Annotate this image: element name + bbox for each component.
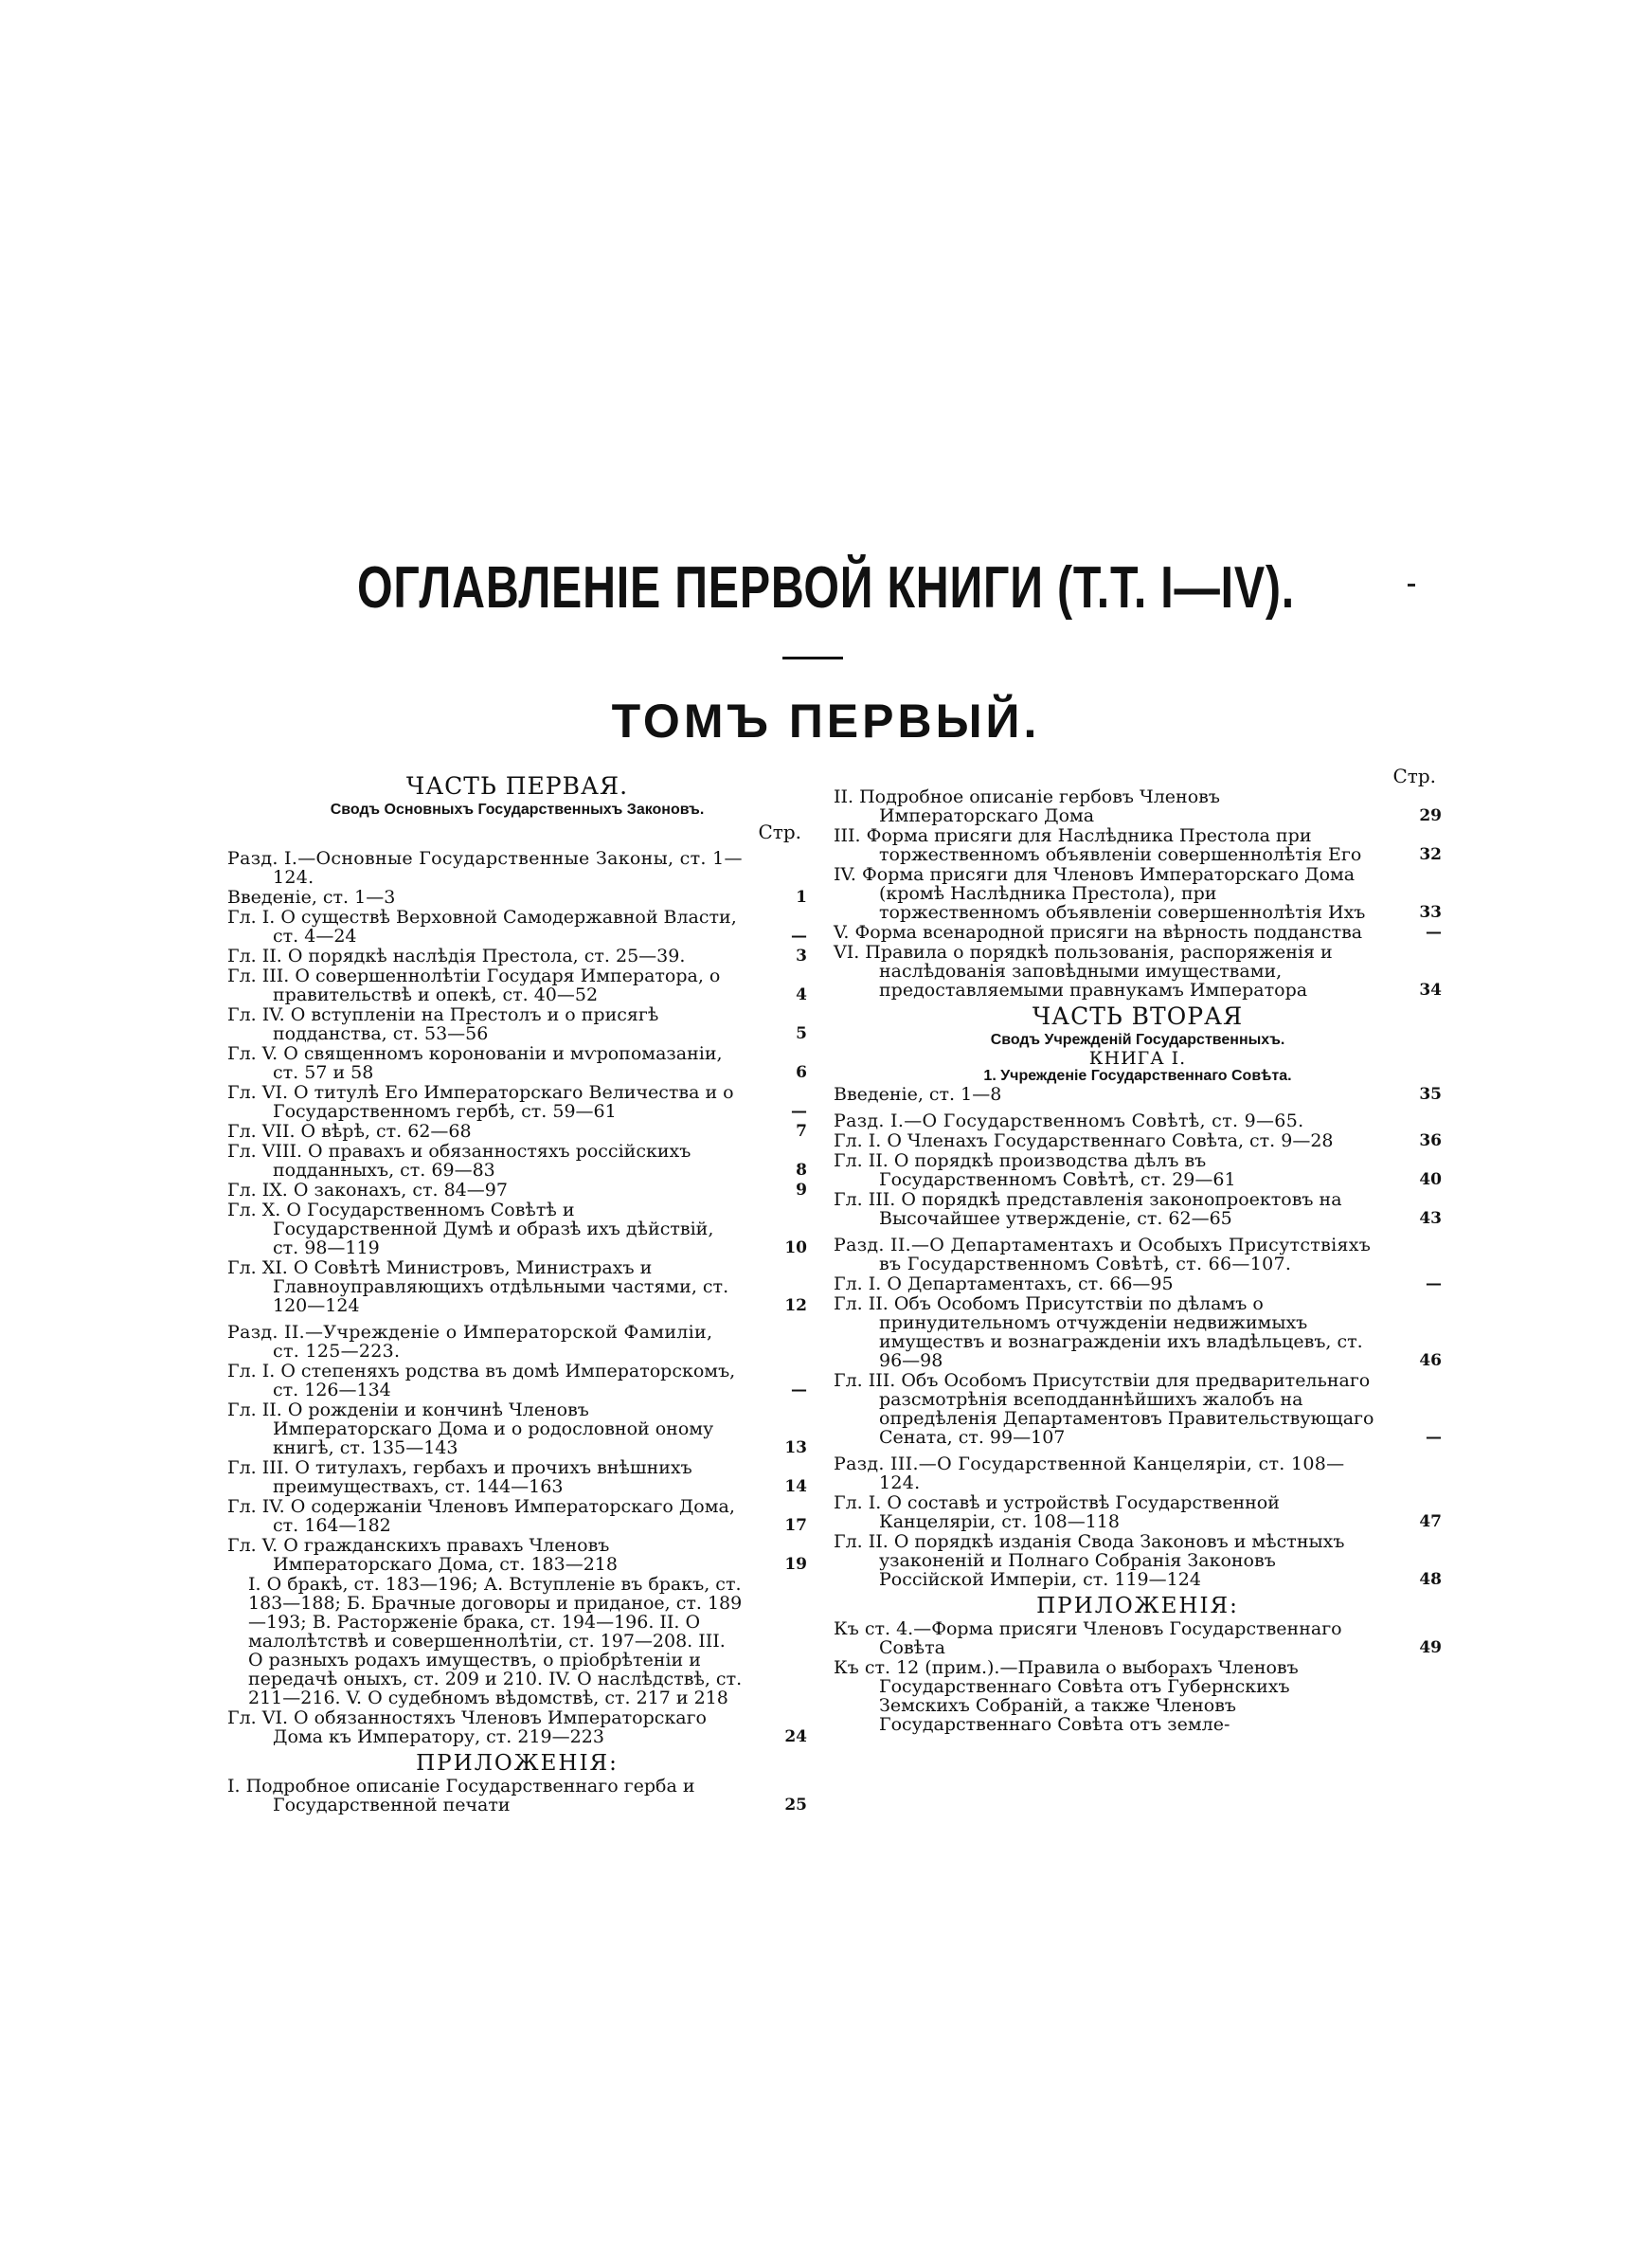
toc-page-number: 8 <box>796 1161 807 1180</box>
toc-page-number: — <box>1426 1428 1442 1447</box>
toc-entry-text: Гл. VI. О титулѣ Его Императорскаго Величества и о Государственномъ гербѣ, ст. 59—61 <box>227 1082 734 1122</box>
toc-page-number: 29 <box>1419 806 1442 825</box>
toc-entry-text: Гл. V. О священномъ коронованіи и мѵропомазаніи, ст. 57 и 58 <box>227 1043 723 1083</box>
toc-entry <box>834 826 1442 864</box>
toc-entry <box>834 865 1442 922</box>
toc-entry-text: Гл. IV. О вступленіи на Престолъ и о присягѣ подданства, ст. 53—56 <box>227 1004 659 1044</box>
toc-page-number: 13 <box>784 1438 807 1457</box>
toc-entry <box>227 1181 807 1200</box>
toc-page-number: 36 <box>1419 1131 1442 1150</box>
toc-page-number: 40 <box>1419 1170 1442 1189</box>
toc-entry-text: Гл. V. О гражданскихъ правахъ Членовъ Императорскаго Дома, ст. 183—218 <box>227 1535 618 1575</box>
part-subtitle: Сводъ Основныхъ Государственныхъ Законовъ. <box>330 802 705 818</box>
toc-entry <box>227 1122 807 1141</box>
right-column <box>834 763 1442 1735</box>
book-subtitle: 1. Учрежденіе Государственнаго Совѣта. <box>983 1068 1292 1084</box>
toc-entry <box>227 1005 807 1043</box>
toc-page-number: 12 <box>784 1296 807 1315</box>
part-title: ЧАСТЬ ВТОРАЯ <box>1032 1002 1244 1030</box>
toc-entry <box>834 1131 1442 1150</box>
page-column-header: Стр. <box>758 821 801 843</box>
toc-page-number: 46 <box>1419 1351 1442 1370</box>
part-subtitle: Сводъ Учрежденій Государственныхъ. <box>990 1032 1285 1048</box>
toc-entry-text: Гл. III. О совершеннолѣтіи Государя Императора, о правительствѣ и опекѣ, ст. 40—52 <box>227 966 721 1005</box>
toc-entry-text: Введеніе, ст. 1—3 <box>227 887 396 908</box>
appendix-title: ПРИЛОЖЕНІЯ: <box>1036 1594 1239 1618</box>
toc-entry-text: Разд. III.—О Государственной Канцеляріи, ст. 108—124. <box>834 1454 1345 1493</box>
toc-entry <box>227 966 807 1004</box>
toc-entry-text: Разд. I.—Основные Государственные Законы, ст. 1—124. <box>227 848 743 888</box>
toc-entry <box>227 1575 807 1707</box>
toc-page-number: 6 <box>796 1063 807 1082</box>
toc-entry-text: Къ ст. 4.—Форма присяги Членовъ Государственнаго Совѣта <box>834 1618 1342 1658</box>
toc-section <box>834 1111 1442 1130</box>
toc-entry-text: Гл. III. Объ Особомъ Присутствіи для предварительнаго разсмотрѣнія всеподданнѣйшихъ жалобъ на опредѣленія Департаментовъ Правительствующаго Сената, ст. 99—107 <box>834 1370 1374 1448</box>
toc-entry <box>834 1151 1442 1189</box>
toc-entry <box>227 1258 807 1315</box>
toc-entry-text: Гл. II. О порядкѣ изданія Свода Законовъ и мѣстныхъ узаконеній и Полнаго Собранія Законовъ Россійской Имперіи, ст. 119—124 <box>834 1531 1345 1590</box>
book-title: КНИГА I. <box>1088 1048 1187 1069</box>
toc-entry <box>834 1493 1442 1531</box>
toc-entry-text: Гл. XI. О Совѣтѣ Министровъ, Министрахъ и Главноуправляющихъ отдѣльными частями, ст. 120—124 <box>227 1257 729 1316</box>
toc-entry <box>227 1708 807 1746</box>
toc-entry-text: I. О бракѣ, ст. 183—196; А. Вступленіе въ бракъ, ст. 183—188; Б. Брачные договоры и приданое, ст. 189—193; В. Расторженіе брака, ст. 194—196. II. О малолѣтствѣ и совершеннолѣтіи, ст. 197—208. III. О разныхъ родахъ имуществъ, о пріобрѣтеніи и передачѣ оныхъ, ст. 209 и 210. IV. О наслѣдствѣ, ст. 211—216. V. О судебномъ вѣдомствѣ, ст. 217 и 218 <box>248 1574 743 1708</box>
toc-entry <box>834 1371 1442 1447</box>
toc-entry-text: Гл. II. О порядкѣ наслѣдія Престола, ст. 25—39. <box>227 946 686 966</box>
toc-section <box>834 1454 1442 1492</box>
toc-entry-text: Разд. II.—Учрежденіе о Императорской Фамиліи, ст. 125—223. <box>227 1322 713 1362</box>
toc-page-number: 14 <box>784 1477 807 1496</box>
toc-entry <box>834 1274 1442 1293</box>
toc-page-number: 1 <box>796 888 807 907</box>
toc-page-number: 49 <box>1419 1638 1442 1657</box>
toc-page-number: — <box>791 1381 807 1399</box>
appendix-list <box>227 1777 807 1815</box>
toc-entry-text: I. Подробное описаніе Государственнаго герба и Государственной печати <box>227 1776 695 1815</box>
toc-entry-text: Гл. VII. О вѣрѣ, ст. 62—68 <box>227 1121 472 1142</box>
toc-entry-text: Разд. II.—О Департаментахъ и Особыхъ Присутствіяхъ въ Государственномъ Совѣтѣ, ст. 66—107. <box>834 1235 1372 1274</box>
toc-entry <box>227 1362 807 1399</box>
toc-entry <box>834 1085 1442 1104</box>
toc-entry <box>227 1536 807 1574</box>
toc-entry <box>227 1458 807 1496</box>
appendix-list <box>834 787 1442 1000</box>
toc-entry <box>834 1532 1442 1589</box>
toc-page-number: 17 <box>784 1516 807 1535</box>
scan-mark <box>1408 584 1415 587</box>
toc-entry-text: II. Подробное описаніе гербовъ Членовъ Императорскаго Дома <box>834 786 1220 826</box>
toc-entry <box>227 1142 807 1180</box>
toc-page-number: 3 <box>796 947 807 966</box>
toc-entry <box>227 1400 807 1457</box>
toc-entry-text: Введеніе, ст. 1—8 <box>834 1084 1002 1105</box>
toc-entry <box>834 1619 1442 1657</box>
toc-page-number: 4 <box>796 985 807 1004</box>
toc-page-number: 9 <box>796 1181 807 1200</box>
toc-page-number: 48 <box>1419 1570 1442 1589</box>
toc-entry-text: Гл. VIII. О правахъ и обязанностяхъ россійскихъ подданныхъ, ст. 69—83 <box>227 1141 691 1181</box>
toc-page-number: 25 <box>784 1796 807 1815</box>
toc-entry-text: III. Форма присяги для Наслѣдника Престола при торжественномъ объявленіи совершеннолѣтія Его <box>834 825 1362 865</box>
toc-page-number: — <box>1426 1274 1442 1293</box>
toc-page-number: 33 <box>1419 903 1442 922</box>
toc-entry-text: Гл. II. О порядкѣ производства дѣлъ въ Государственномъ Совѣтѣ, ст. 29—61 <box>834 1150 1236 1190</box>
toc-page-number: 19 <box>784 1555 807 1574</box>
toc-entry <box>227 908 807 946</box>
toc-entry-text: Гл. X. О Государственномъ Совѣтѣ и Государственной Думѣ и образѣ ихъ дѣйствій, ст. 98—119 <box>227 1200 714 1258</box>
toc-page-number: 7 <box>796 1122 807 1141</box>
toc-section <box>227 849 807 887</box>
page-title: ОГЛАВЛЕНІЕ ПЕРВОЙ КНИГИ (Т.Т. I—IV). <box>357 555 1295 621</box>
toc-entry <box>227 1044 807 1082</box>
toc-entry <box>227 1201 807 1257</box>
toc-entry <box>834 1658 1442 1734</box>
title-divider <box>782 657 843 659</box>
toc-entry <box>227 947 807 966</box>
toc-entry <box>227 1083 807 1121</box>
toc-page-number: 5 <box>796 1024 807 1043</box>
toc-page-number: 10 <box>784 1238 807 1257</box>
toc-entry-text: Гл. II. Объ Особомъ Присутствіи по дѣламъ о принудительномъ отчужденіи недвижимыхъ имуществъ и вознагражденіи ихъ владѣльцевъ, ст. 96—98 <box>834 1293 1363 1371</box>
part-title: ЧАСТЬ ПЕРВАЯ. <box>405 772 629 800</box>
toc-page-number: — <box>791 927 807 946</box>
toc-page-number: 24 <box>784 1727 807 1746</box>
appendix-title: ПРИЛОЖЕНІЯ: <box>416 1751 619 1776</box>
toc-entry-text: Гл. I. О Департаментахъ, ст. 66—95 <box>834 1273 1174 1294</box>
toc-entry-text: V. Форма всенародной присяги на вѣрность подданства <box>834 922 1363 943</box>
toc-page-number: 47 <box>1419 1512 1442 1531</box>
toc-entry-text: IV. Форма присяги для Членовъ Императорскаго Дома (кромѣ Наслѣдника Престола), при торжественномъ объявленіи совершеннолѣтія Ихъ <box>834 864 1366 923</box>
toc-page-number: — <box>1426 923 1442 942</box>
toc-entry-text: Гл. I. О степеняхъ родства въ домѣ Императорскомъ, ст. 126—134 <box>227 1361 736 1400</box>
toc-page-number: 34 <box>1419 981 1442 1000</box>
toc-entry <box>834 1294 1442 1370</box>
appendix-list <box>834 1619 1442 1734</box>
toc-page-number: 43 <box>1419 1209 1442 1228</box>
toc-page-number: — <box>791 1102 807 1121</box>
toc-page-number: 35 <box>1419 1085 1442 1104</box>
toc-entry-text: Гл. IV. О содержаніи Членовъ Императорскаго Дома, ст. 164—182 <box>227 1496 735 1536</box>
toc-entry <box>834 923 1442 942</box>
toc-entry-text: Гл. I. О существѣ Верховной Самодержавной Власти, ст. 4—24 <box>227 907 737 947</box>
toc-entry-text: Гл. II. О рожденіи и кончинѣ Членовъ Императорскаго Дома и о родословной оному книгѣ, ст. 135—143 <box>227 1399 714 1458</box>
toc-section <box>227 1323 807 1361</box>
toc-section <box>834 1236 1442 1273</box>
toc-list <box>834 1085 1442 1589</box>
toc-entry-text: Гл. IX. О законахъ, ст. 84—97 <box>227 1180 508 1201</box>
toc-entry-text: Къ ст. 12 (прим.).—Правила о выборахъ Членовъ Государственнаго Совѣта отъ Губернскихъ Земскихъ Собраній, а также Членовъ Государственнаго Совѣта отъ земле- <box>834 1657 1299 1735</box>
toc-entry <box>227 888 807 907</box>
toc-entry-text: VI. Правила о порядкѣ пользованія, распоряженія и наслѣдованія заповѣдными имуществами, предоставляемыми правнукамъ Императора <box>834 942 1333 1001</box>
volume-title: ТОМЪ ПЕРВЫЙ. <box>611 695 1041 748</box>
toc-entry-text: Гл. III. О титулахъ, гербахъ и прочихъ внѣшнихъ преимуществахъ, ст. 144—163 <box>227 1457 692 1497</box>
toc-entry-text: Гл. I. О составѣ и устройствѣ Государственной Канцеляріи, ст. 108—118 <box>834 1492 1280 1532</box>
toc-entry <box>834 787 1442 825</box>
toc-page-number: 32 <box>1419 845 1442 864</box>
toc-entry-text: Гл. VI. О обязанностяхъ Членовъ Императорскаго Дома къ Императору, ст. 219—223 <box>227 1707 707 1747</box>
toc-entry <box>227 1497 807 1535</box>
toc-list <box>227 849 807 1746</box>
toc-entry <box>834 943 1442 1000</box>
toc-entry <box>834 1190 1442 1228</box>
left-column <box>227 769 807 1815</box>
toc-entry-text: Разд. I.—О Государственномъ Совѣтѣ, ст. 9—65. <box>834 1110 1304 1131</box>
page-column-header: Стр. <box>1392 765 1436 787</box>
toc-entry <box>227 1777 807 1815</box>
toc-entry-text: Гл. III. О порядкѣ представленія законопроектовъ на Высочайшее утвержденіе, ст. 62—65 <box>834 1189 1342 1229</box>
toc-entry-text: Гл. I. О Членахъ Государственнаго Совѣта, ст. 9—28 <box>834 1130 1334 1151</box>
